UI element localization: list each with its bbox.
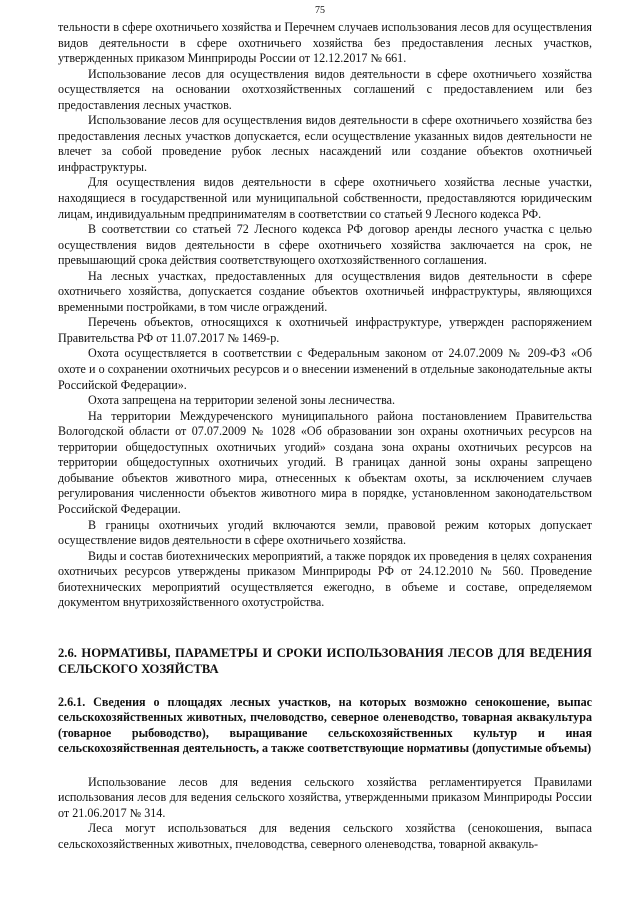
body-paragraph: На лесных участках, предоставленных для осуществления видов деятельности в сфере охотничьего хозяйства, допускается создание объектов охотничьей инфраструктуры, являющихся временными постройками, в том числе ограждений. <box>58 268 592 314</box>
page-number: 75 <box>315 5 325 16</box>
section-heading: 2.6. НОРМАТИВЫ, ПАРАМЕТРЫ И СРОКИ ИСПОЛЬЗОВАНИЯ ЛЕСОВ ДЛЯ ВЕДЕНИЯ СЕЛЬСКОГО ХОЗЯЙСТВА <box>58 645 592 676</box>
body-paragraph: Использование лесов для осуществления видов деятельности в сфере охотничьего хозяйства без предоставления лесных участков допускается, если осуществление указанных видов деятельности не влечет за собой проведение рубок лесных насаждений или создание объектов охотничьей инфраструктуры. <box>58 113 592 174</box>
body-paragraph: тельности в сфере охотничьего хозяйства и Перечнем случаев использования лесов для осуществления видов деятельности в сфере охотничьего хозяйства без предоставления лесных участков, утвержденных приказом Минприроды России от 12.12.2017 № 661. <box>58 20 592 66</box>
body-paragraph: Охота осуществляется в соответствии с Федеральным законом от 24.07.2009 № 209-ФЗ «Об охоте и о сохранении охотничьих ресурсов и о внесении изменений в отдельные законодательные акты Российской Федерации». <box>58 346 592 392</box>
body-paragraph: В соответствии со статьей 72 Лесного кодекса РФ договор аренды лесного участка с целью осуществления видов деятельности в сфере охотничьего хозяйства заключается на срок, не превышающий срока действия соответствующего охотхозяйственного соглашения. <box>58 222 592 268</box>
body-paragraph: В границы охотничьих угодий включаются земли, правовой режим которых допускает осуществление видов деятельности в сфере охотничьего хозяйства. <box>58 517 592 548</box>
body-paragraph: Леса могут использоваться для ведения сельского хозяйства (сенокошения, выпаса сельскохозяйственных животных, пчеловодства, северного оленеводства, товарной аквакуль- <box>58 821 592 851</box>
body-paragraph: На территории Междуреченского муниципального района постановлением Правительства Вологодской области от 07.07.2009 № 1028 «Об образовании зон охраны охотничьих ресурсов на территории общедоступных охотничьих угодий» создана зона охраны охотничьих ресурсов на территории общедоступных охотничьих угодий. В границах данной зоны охраны запрещено добывание объектов животного мира, отнесенных к объектам охоты, за исключением случаев регулирования численности объектов животного мира в порядке, установленном законодательством Российской Федерации. <box>58 408 592 516</box>
body-paragraph: Использование лесов для ведения сельского хозяйства регламентируется Правилами использования лесов для ведения сельского хозяйства, утвержденными приказом Минприроды России от 21.06.2017 № 314. <box>58 774 592 820</box>
body-paragraph: Использование лесов для осуществления видов деятельности в сфере охотничьего хозяйства осуществляется на основании охотхозяйственных соглашений с предоставлением или без предоставления лесных участков. <box>58 66 592 112</box>
subsection-heading: 2.6.1. Сведения о площадях лесных участков, на которых возможно сенокошение, выпас сельскохозяйственных животных, пчеловодство, северное оленеводство, товарная аквакультура (товарное рыбоводство), выращивание сельскохозяйственных культур и иная сельскохозяйственная деятельность, а также соответствующие нормативы (допустимые объемы) <box>58 694 592 756</box>
body-paragraph: Охота запрещена на территории зеленой зоны лесничества. <box>88 393 396 408</box>
document-body <box>58 20 592 853</box>
body-paragraph: Виды и состав биотехнических мероприятий, а также порядок их проведения в целях сохранения охотничьих ресурсов утверждены приказом Минприроды РФ от 24.12.2010 № 560. Проведение биотехнических мероприятий осуществляется ежегодно, в объеме и составе, определяемом документом внутрихозяйственного охотустройства. <box>58 548 592 610</box>
body-paragraph: Для осуществления видов деятельности в сфере охотничьего хозяйства лесные участки, находящиеся в государственной или муниципальной собственности, предоставляются юридическим лицам, индивидуальным предпринимателям в соответствии со статьей 9 Лесного кодекса РФ. <box>58 175 592 221</box>
body-paragraph: Перечень объектов, относящихся к охотничьей инфраструктуре, утвержден распоряжением Правительства РФ от 11.07.2017 № 1469-р. <box>58 315 592 345</box>
